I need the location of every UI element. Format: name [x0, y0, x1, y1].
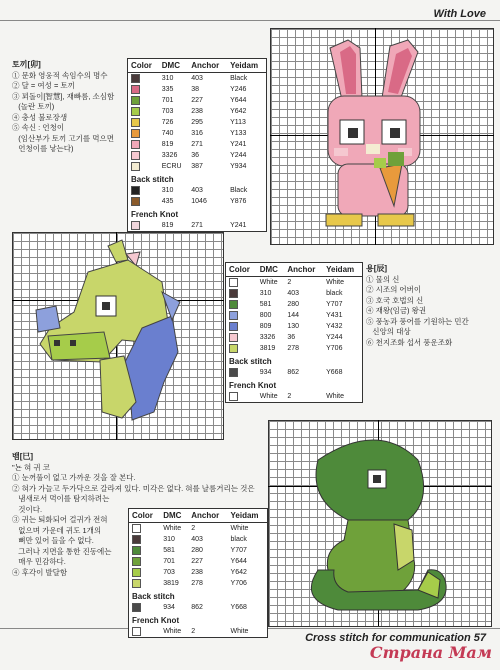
key-yeidam-cell: Y707: [230, 547, 247, 554]
key-yeidam-cell: Y241: [230, 141, 247, 148]
key-row: [226, 343, 363, 354]
key-dmc-cell: 581: [259, 301, 272, 308]
rabbit-description-line: (놀란 토끼): [12, 102, 55, 111]
key-yeidam-cell: black: [326, 290, 343, 297]
color-swatch: [131, 96, 140, 105]
key-row: [129, 523, 268, 535]
key-yeidam-cell: Y668: [230, 604, 247, 611]
key-dmc-cell: 701: [163, 558, 175, 565]
key-anchor-cell: 2: [287, 279, 292, 286]
key-section-label: Back stitch: [131, 175, 174, 184]
key-section-label: Back stitch: [132, 592, 175, 601]
key-row: [128, 106, 267, 117]
key-yeidam-cell: White: [230, 628, 249, 635]
color-swatch: [132, 568, 141, 577]
key-anchor-cell: 227: [191, 97, 203, 104]
key-header-cell: DMC: [257, 263, 285, 277]
color-swatch: [131, 197, 140, 206]
key-row: [129, 545, 268, 556]
rabbit-color-key: [127, 58, 267, 232]
key-anchor-cell: 403: [191, 536, 203, 543]
snake-description-line: ③ 귀는 퇴화되어 걸귀가 전혀: [12, 515, 108, 524]
key-dmc-cell: White: [259, 393, 278, 400]
key-row: [226, 332, 363, 343]
rabbit-lines: [12, 71, 124, 155]
key-row: [226, 277, 363, 289]
rabbit-description-line: ① 문화 영웅적 속임수의 명수: [12, 70, 108, 80]
key-row: [128, 84, 267, 95]
key-row: [129, 556, 268, 567]
key-anchor-cell: 238: [191, 108, 203, 115]
key-yeidam-cell: Y668: [326, 369, 343, 376]
color-swatch: [229, 322, 238, 331]
key-yeidam-cell: Y244: [230, 152, 247, 159]
key-yeidam-cell: White: [326, 393, 345, 400]
key-dmc-cell: 819: [161, 222, 174, 229]
key-row: [129, 578, 268, 589]
key-yeidam-cell: Y133: [230, 130, 247, 137]
key-header-cell: Yeidam: [323, 263, 362, 277]
dragon-description-line: ① 물의 신: [366, 274, 400, 284]
page-footer-title: Cross stitch for communication 57: [305, 632, 486, 644]
key-anchor-cell: 271: [191, 222, 203, 229]
key-anchor-cell: 271: [191, 141, 203, 148]
key-anchor-cell: 2: [287, 393, 292, 400]
key-row: [226, 288, 363, 299]
key-dmc-cell: 800: [259, 312, 272, 319]
color-swatch: [132, 524, 141, 533]
color-swatch: [229, 368, 238, 377]
site-watermark: Страна Мам: [369, 643, 492, 662]
key-anchor-cell: 316: [191, 130, 203, 137]
key-anchor-cell: 144: [287, 312, 300, 319]
key-dmc-cell: 3326: [161, 152, 178, 159]
snake-subtitle: "뇬 혀 귀 코: [12, 462, 50, 472]
key-row: [128, 161, 267, 172]
key-row: [128, 220, 267, 232]
color-swatch: [229, 333, 238, 342]
key-yeidam-cell: Black: [230, 187, 248, 194]
key-anchor-cell: 2: [191, 525, 196, 532]
rabbit-description-line: (임산부가 토끼 고기를 먹으면: [12, 133, 114, 143]
snake-description-line: 것이다.: [12, 504, 43, 514]
key-header-cell: Color: [226, 263, 257, 277]
key-dmc-cell: 726: [161, 119, 174, 126]
key-row: [128, 73, 267, 85]
key-row: [128, 185, 267, 196]
key-header-cell: Yeidam: [227, 59, 266, 73]
key-row: [128, 150, 267, 161]
color-swatch: [131, 186, 140, 195]
key-row: [128, 128, 267, 139]
dragon-pattern: [12, 232, 222, 438]
key-yeidam-cell: Y244: [326, 334, 343, 341]
color-swatch: [131, 151, 140, 160]
key-yeidam-cell: White: [230, 525, 249, 532]
color-swatch: [229, 289, 238, 298]
color-swatch: [131, 74, 140, 83]
color-swatch: [132, 603, 141, 612]
dragon-description: [366, 264, 496, 348]
rabbit-description-line: ⑤ 속신 : 언청이: [12, 123, 65, 132]
key-yeidam-cell: Y642: [230, 569, 247, 576]
color-swatch: [229, 278, 238, 287]
key-dmc-cell: White: [259, 279, 278, 286]
key-yeidam-cell: Y644: [230, 97, 247, 104]
key-yeidam-cell: Y246: [230, 86, 247, 93]
key-yeidam-cell: black: [230, 536, 247, 543]
key-anchor-cell: 238: [191, 569, 203, 576]
key-dmc-cell: 310: [161, 75, 174, 82]
color-swatch: [229, 300, 238, 309]
key-yeidam-cell: Y642: [230, 108, 247, 115]
snake-description-line: 매우 민감하다.: [12, 557, 66, 566]
rabbit-description: [12, 60, 124, 155]
dragon-description-line: ③ 호국 호법의 신: [366, 295, 424, 305]
key-row: [129, 626, 268, 638]
dragon-lines: [366, 275, 496, 349]
color-swatch: [229, 392, 238, 401]
key-yeidam-cell: Y113: [230, 119, 246, 126]
key-dmc-cell: White: [163, 525, 182, 532]
key-row: [128, 95, 267, 106]
key-anchor-cell: 36: [287, 334, 296, 341]
key-yeidam-cell: Y707: [326, 301, 343, 308]
key-anchor-cell: 1046: [191, 198, 207, 205]
color-swatch: [132, 557, 141, 566]
color-swatch: [131, 118, 140, 127]
key-row: [128, 196, 267, 207]
key-yeidam-cell: Y706: [326, 345, 343, 352]
key-header-cell: Anchor: [284, 263, 323, 277]
dragon-title: 용[辰]: [366, 264, 388, 273]
rabbit-pattern: [270, 28, 492, 243]
rabbit-description-line: ③ 꾀돌이[智慧], 재빠름, 소심함: [12, 91, 115, 101]
color-swatch: [132, 579, 141, 588]
key-yeidam-cell: Y876: [230, 198, 247, 205]
key-header-cell: DMC: [160, 509, 188, 523]
key-dmc-cell: ECRU: [161, 163, 182, 170]
key-row: [129, 602, 268, 613]
key-yeidam-cell: Y431: [326, 312, 343, 319]
dragon-color-key: [225, 262, 363, 403]
snake-pattern: [268, 420, 490, 625]
color-swatch: [132, 627, 141, 636]
key-section-label: French Knot: [132, 616, 180, 625]
key-anchor-cell: 403: [191, 75, 203, 82]
snake-description-line: 그러나 지면을 통한 진동에는: [12, 546, 112, 556]
snake-description-line: ④ 후각이 발달함: [12, 567, 68, 577]
key-dmc-cell: 703: [163, 569, 175, 576]
key-anchor-cell: 280: [287, 301, 300, 308]
color-swatch: [132, 546, 141, 555]
key-anchor-cell: 403: [287, 290, 300, 297]
key-anchor-cell: 387: [191, 163, 203, 170]
snake-description-line: ② 혀가 가늘고 두가닥으로 갈라져 있다. 미각은 없다. 혀를 날름거리는 것은: [12, 483, 255, 493]
key-row: [226, 321, 363, 332]
snake-description-line: ① 눈꺼풀이 없고 가까운 것을 잘 본다.: [12, 473, 136, 482]
key-header-cell: Anchor: [188, 59, 227, 73]
color-swatch: [229, 344, 238, 353]
key-anchor-cell: 38: [191, 86, 200, 93]
key-yeidam-cell: Black: [230, 75, 248, 82]
key-dmc-cell: 819: [161, 141, 174, 148]
snake-description-line: 뼈만 있어 들을 수 없다.: [12, 536, 94, 545]
key-row: [128, 139, 267, 150]
rabbit-description-line: ② 달 = 여성 = 토끼: [12, 81, 75, 90]
snake-color-key: [128, 508, 268, 638]
key-row: [129, 567, 268, 578]
color-swatch: [229, 311, 238, 320]
key-row: [226, 367, 363, 378]
key-header-cell: Color: [129, 509, 161, 523]
color-swatch: [131, 129, 140, 138]
key-dmc-cell: 740: [161, 130, 174, 137]
key-anchor-cell: 2: [191, 628, 196, 635]
dragon-description-line: ⑤ 풍농과 풍어를 기원하는 민간: [366, 316, 469, 326]
key-dmc-cell: 310: [163, 536, 175, 543]
color-swatch: [132, 535, 141, 544]
key-dmc-cell: 435: [161, 198, 174, 205]
dragon-description-line: ② 시조의 어버이: [366, 285, 422, 294]
dragon-description-line: ⑥ 천지조화 섭서 풍운조화: [366, 337, 453, 347]
key-dmc-cell: 703: [161, 108, 174, 115]
key-row: [128, 117, 267, 128]
key-dmc-cell: 934: [163, 604, 175, 611]
snake-description-line: 없으며 가운데 귀도 1개의: [12, 525, 102, 535]
key-anchor-cell: 278: [287, 345, 300, 352]
key-yeidam-cell: Y934: [230, 163, 247, 170]
color-swatch: [131, 140, 140, 149]
page-header-title: With Love: [433, 8, 486, 20]
key-header-cell: Color: [128, 59, 159, 73]
key-yeidam-cell: Y241: [230, 222, 247, 229]
rabbit-title: 토끼[卯]: [12, 60, 41, 69]
key-anchor-cell: 36: [191, 152, 200, 159]
key-row: [226, 299, 363, 310]
key-section-label: French Knot: [229, 381, 277, 390]
key-anchor-cell: 280: [191, 547, 203, 554]
rabbit-description-line: 언청이를 낳는다): [12, 144, 74, 153]
header-rule: [0, 20, 500, 21]
key-dmc-cell: 809: [259, 323, 272, 330]
color-swatch: [131, 162, 140, 171]
snake-title: 뱀[巳]: [12, 452, 34, 461]
snake-description-line: 냄새로서 먹이를 탐지하려는: [12, 494, 110, 503]
key-anchor-cell: 862: [287, 369, 300, 376]
key-dmc-cell: 3819: [163, 580, 179, 587]
key-header-cell: Anchor: [188, 509, 227, 523]
key-dmc-cell: 3326: [259, 334, 276, 341]
key-dmc-cell: 581: [163, 547, 175, 554]
key-dmc-cell: 310: [259, 290, 272, 297]
key-anchor-cell: 862: [191, 604, 203, 611]
color-swatch: [131, 221, 140, 230]
key-dmc-cell: White: [163, 628, 182, 635]
dragon-description-line: ④ 재왕(임금) 왕권: [366, 306, 427, 315]
key-row: [129, 534, 268, 545]
key-yeidam-cell: Y432: [326, 323, 343, 330]
key-dmc-cell: 701: [161, 97, 174, 104]
key-section-label: French Knot: [131, 210, 179, 219]
key-dmc-cell: 3819: [259, 345, 276, 352]
key-dmc-cell: 310: [161, 187, 174, 194]
key-yeidam-cell: White: [326, 279, 345, 286]
key-yeidam-cell: Y706: [230, 580, 247, 587]
color-swatch: [131, 85, 140, 94]
key-section-label: Back stitch: [229, 357, 272, 366]
key-row: [226, 391, 363, 403]
rabbit-description-line: ④ 충성 불로장생: [12, 112, 68, 122]
key-anchor-cell: 403: [191, 187, 203, 194]
key-row: [226, 310, 363, 321]
key-anchor-cell: 295: [191, 119, 203, 126]
key-dmc-cell: 934: [259, 369, 272, 376]
dragon-description-line: 신앙의 대상: [366, 327, 411, 336]
key-anchor-cell: 278: [191, 580, 203, 587]
key-anchor-cell: 130: [287, 323, 300, 330]
key-header-cell: Yeidam: [228, 509, 268, 523]
key-anchor-cell: 227: [191, 558, 203, 565]
key-yeidam-cell: Y644: [230, 558, 247, 565]
key-header-cell: DMC: [159, 59, 189, 73]
color-swatch: [131, 107, 140, 116]
key-dmc-cell: 335: [161, 86, 174, 93]
